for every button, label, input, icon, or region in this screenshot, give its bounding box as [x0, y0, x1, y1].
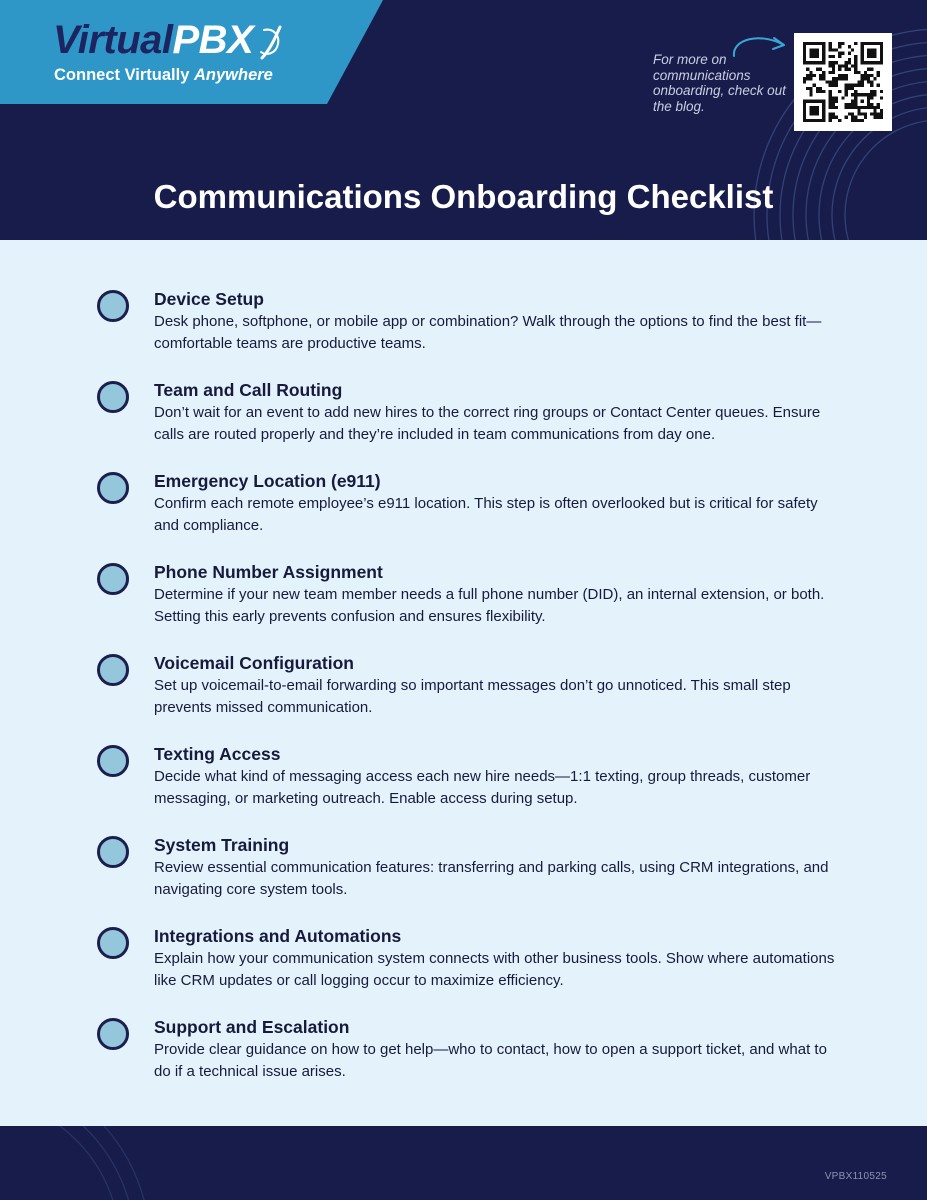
- circle-checkbox-icon[interactable]: [97, 290, 129, 322]
- checklist-item-description: Set up voicemail-to-email forwarding so important messages don’t go unnoticed. This small step prevents missed communication.: [154, 677, 791, 716]
- page-title: Communications Onboarding Checklist: [153, 178, 774, 215]
- checklist-item-1: [0, 288, 927, 368]
- checklist-item-9: [0, 1016, 927, 1096]
- checklist-item-title: Voicemail Configuration: [154, 653, 354, 673]
- circle-checkbox-icon[interactable]: [97, 927, 129, 959]
- checklist-item-7: [0, 834, 927, 914]
- checklist-item-title: Emergency Location (e911): [154, 471, 381, 491]
- checklist-item-description: Desk phone, softphone, or mobile app or combination? Walk through the options to find the best fit—comfortable teams are productive teams.: [154, 313, 822, 352]
- brand-tagline: [54, 66, 273, 85]
- brand-name-pbx: PBX: [172, 18, 254, 62]
- checklist-item-3: [0, 470, 927, 550]
- checklist-item-description: Decide what kind of messaging access each new hire needs—1:1 texting, group threads, customer messaging, or marketing outreach. Enable access during setup.: [154, 768, 811, 807]
- circle-checkbox-icon[interactable]: [97, 654, 129, 686]
- checklist-item-description: Confirm each remote employee’s e911 location. This step is often overlooked but is critical for safety and compliance.: [154, 495, 818, 534]
- checklist-item-8: [0, 925, 927, 1005]
- checklist-item-title: Integrations and Automations: [154, 926, 402, 946]
- footer: [0, 1126, 927, 1200]
- header: [0, 0, 927, 240]
- checklist-item-6: [0, 743, 927, 823]
- checklist-item-description: Explain how your communication system connects with other business tools. Show where automations like CRM updates or call logging occur to maximize efficiency.: [154, 950, 835, 989]
- checklist-item-description: Don’t wait for an event to add new hires to the correct ring groups or Contact Center queues. Ensure calls are routed properly and they’re included in team communications from day one.: [154, 404, 821, 443]
- checklist-item-4: [0, 561, 927, 641]
- checklist-item-description: Provide clear guidance on how to get help—who to contact, how to open a support ticket, and what to do if a technical issue arises.: [154, 1041, 827, 1080]
- blog-note: For more on communications onboarding, check out the blog.: [653, 52, 786, 114]
- circle-checkbox-icon[interactable]: [97, 745, 129, 777]
- tagline-text: Connect Virtually: [54, 66, 190, 84]
- circle-checkbox-icon[interactable]: [97, 836, 129, 868]
- qr-code-icon[interactable]: [794, 33, 892, 131]
- circle-checkbox-icon[interactable]: [97, 1018, 129, 1050]
- qr-code-graphic: [803, 42, 883, 122]
- checklist-item-title: System Training: [154, 835, 290, 855]
- circle-checkbox-icon[interactable]: [97, 381, 129, 413]
- footer-arc-decoration: [0, 1126, 927, 1200]
- checklist-item-description: Review essential communication features: transferring and parking calls, using CRM integrations, and navigating core system tools.: [154, 859, 829, 898]
- checklist-item-title: Texting Access: [154, 744, 281, 764]
- checklist-item-title: Team and Call Routing: [154, 380, 343, 400]
- brand-logo[interactable]: [53, 18, 253, 62]
- swoosh-logo-icon: [258, 24, 284, 62]
- checklist-item-2: [0, 379, 927, 459]
- checklist-item-title: Device Setup: [154, 289, 264, 309]
- circle-checkbox-icon[interactable]: [97, 563, 129, 595]
- tagline-emphasis: Anywhere: [194, 66, 273, 84]
- checklist-item-title: Support and Escalation: [154, 1017, 350, 1037]
- document-code: VPBX110525: [824, 1171, 887, 1182]
- checklist-item-description: Determine if your new team member needs a full phone number (DID), an internal extension, or both. Setting this early prevents confusion and ensures flexibility.: [154, 586, 825, 625]
- circle-checkbox-icon[interactable]: [97, 472, 129, 504]
- checklist-item-title: Phone Number Assignment: [154, 562, 383, 582]
- checklist-item-5: [0, 652, 927, 732]
- brand-name-virtual: Virtual: [53, 18, 173, 62]
